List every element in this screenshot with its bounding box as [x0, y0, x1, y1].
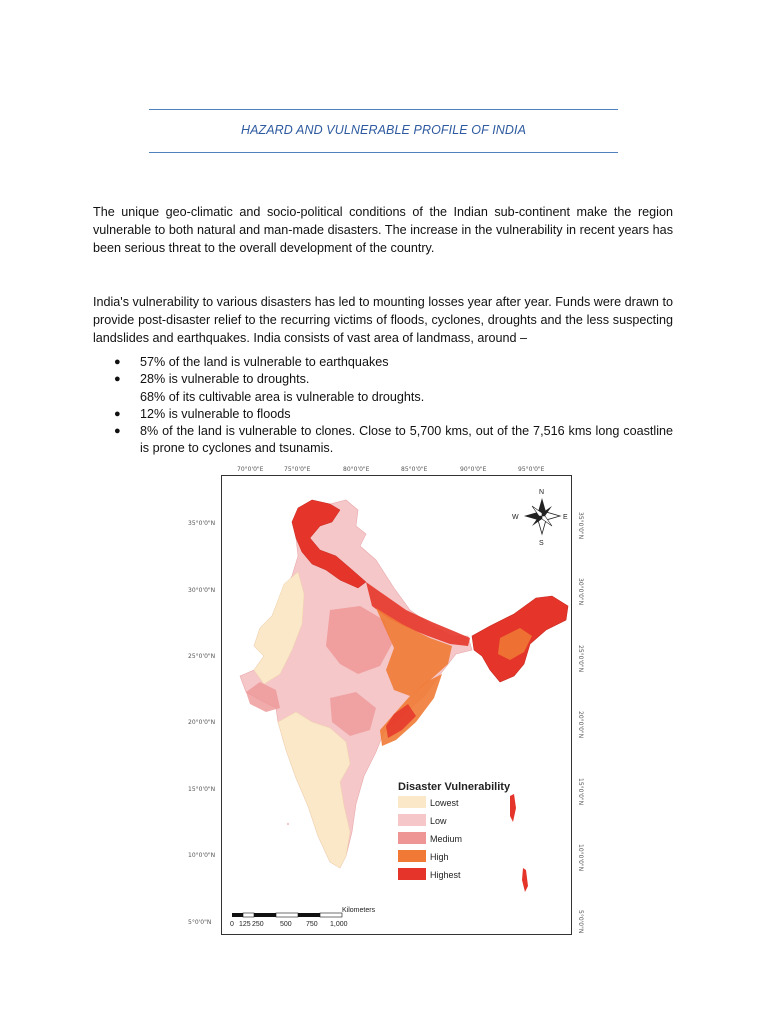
legend-label: Lowest	[430, 798, 459, 808]
legend-item	[398, 868, 461, 880]
latitude-label: 15°0'0"N	[188, 786, 216, 793]
scale-tick: 0	[230, 921, 234, 928]
list-item	[93, 354, 673, 371]
compass-n: N	[539, 489, 545, 496]
legend-swatch-low	[398, 814, 426, 826]
list-item	[93, 423, 673, 458]
latitude-label: 30°0'0"N	[577, 578, 584, 606]
vulnerability-list	[93, 354, 673, 458]
region-andaman-islands	[510, 794, 516, 822]
map-legend	[398, 781, 511, 880]
list-item-text: 57% of the land is vulnerable to earthquakes	[140, 355, 389, 369]
legend-item	[398, 850, 449, 862]
latitude-label: 5°0'0"N	[188, 919, 212, 926]
latitude-label: 20°0'0"N	[188, 719, 216, 726]
scale-tick: 1,000	[330, 921, 348, 928]
scale-tick: 750	[306, 921, 318, 928]
latitude-label: 25°0'0"N	[577, 645, 584, 673]
compass-e: E	[563, 514, 568, 521]
latitude-label: 10°0'0"N	[577, 844, 584, 872]
bullet-icon: ●	[114, 356, 121, 368]
latitude-label: 20°0'0"N	[577, 711, 584, 739]
latitude-label: 35°0'0"N	[188, 520, 216, 527]
list-item-subtext: 68% of its cultivable area is vulnerable to droughts.	[140, 389, 425, 404]
latitude-label: 25°0'0"N	[188, 653, 216, 660]
paragraph-intro: The unique geo-climatic and socio-political conditions of the Indian sub-continent make the region vulnerable to both natural and man-made disasters. The increase in the vulnerability in recent years has been serious threat to the overall development of the country.	[93, 205, 673, 255]
legend-title: Disaster Vulnerability	[398, 781, 511, 793]
legend-label: Medium	[430, 834, 463, 844]
longitude-label: 95°0'0"E	[518, 466, 545, 473]
bullet-icon: ●	[114, 407, 121, 420]
latitude-labels-right	[577, 512, 584, 933]
legend-item	[398, 796, 459, 808]
bullet-icon: ●	[114, 373, 121, 386]
bullet-icon: ●	[114, 425, 121, 438]
india-vulnerability-map	[180, 460, 620, 940]
longitude-label: 70°0'0"E	[237, 466, 264, 473]
list-item	[93, 406, 673, 423]
region-island-dot	[287, 823, 289, 825]
compass-s: S	[539, 540, 544, 547]
scale-tick: 500	[280, 921, 292, 928]
latitude-label: 30°0'0"N	[188, 587, 216, 594]
scale-bar	[230, 907, 376, 928]
legend-swatch-high	[398, 850, 426, 862]
page-heading: HAZARD AND VULNERABLE PROFILE OF INDIA	[240, 123, 527, 137]
legend-item	[398, 814, 447, 826]
scale-tick: 250	[252, 921, 264, 928]
heading-rule-top	[149, 109, 618, 110]
scale-tick: 125	[239, 921, 251, 928]
latitude-label: 10°0'0"N	[188, 852, 216, 859]
latitude-label: 35°0'0"N	[577, 512, 584, 540]
legend-label: High	[430, 852, 449, 862]
legend-swatch-medium	[398, 832, 426, 844]
legend-item	[398, 832, 462, 844]
region-nicobar-islands	[522, 868, 528, 892]
longitude-label: 80°0'0"E	[343, 466, 370, 473]
latitude-label: 5°0'0"N	[577, 910, 584, 934]
legend-label: Low	[430, 816, 447, 826]
compass-w: W	[512, 514, 519, 521]
latitude-label: 15°0'0"N	[577, 778, 584, 806]
legend-swatch-lowest	[398, 796, 426, 808]
list-item-text: 8% of the land is vulnerable to clones. Close to 5,700 kms, out of the 7,516 kms long coastline is prone to cyclones and tsunamis.	[140, 424, 673, 456]
list-item	[93, 371, 673, 406]
heading-rule-bottom	[149, 152, 618, 153]
scale-unit: Kilometers	[342, 907, 376, 914]
compass-rose-icon	[512, 489, 568, 547]
legend-swatch-highest	[398, 868, 426, 880]
paragraph-vulnerability: India's vulnerability to various disasters has led to mounting losses year after year. Funds were drawn to provide post-disaster relief to the recurring victims of floods, cyclones, droughts and the less suspecting landslides and earthquakes. India consists of vast area of landmass, around –	[93, 295, 673, 345]
latitude-labels-left	[188, 520, 215, 926]
list-item-text: 28% is vulnerable to droughts.	[140, 372, 310, 387]
longitude-label: 85°0'0"E	[401, 466, 428, 473]
list-item-text: 12% is vulnerable to floods	[140, 406, 291, 421]
longitude-labels	[237, 466, 545, 473]
longitude-label: 75°0'0"E	[284, 466, 311, 473]
legend-label: Highest	[430, 870, 461, 880]
longitude-label: 90°0'0"E	[460, 466, 487, 473]
